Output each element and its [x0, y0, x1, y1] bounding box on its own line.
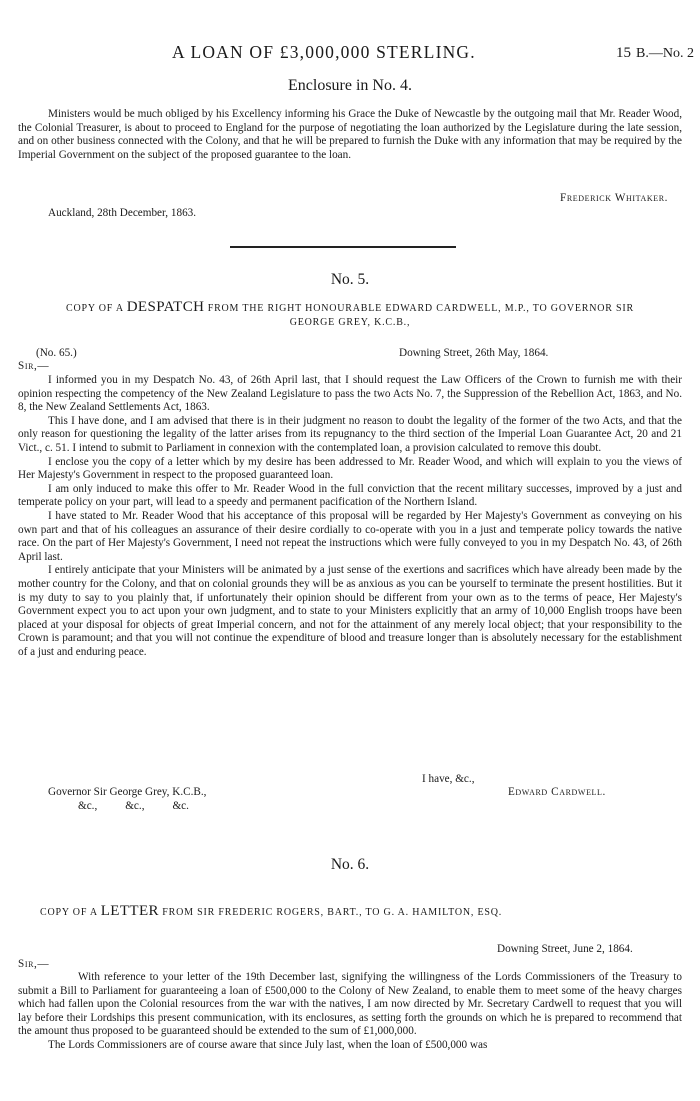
no5-paragraph: I entirely anticipate that your Ministers will be animated by a just sense of the exertions and sacrifices which have already been made by the mother country for the Colony, and that on colonial grounds they will be as anxious as you can be yourself to terminate the present hostilities. But it is my duty to say to you plainly that, if unfortunately their opinion should be different from your own as to the terms of peace, Her Majesty's Government expect you to act upon your own judgment, and to state to your Ministers explicitly that an army of 10,000 English troops have been placed at your disposal for objects of great Imperial concern, and not for the attainment of any merely local object; that your responsibility to the Crown is paramount; and that you will not continue the expenditure of blood and treasure longer than is absolutely necessary for the establishment of a just and enduring peace. [18, 564, 682, 658]
document-reference: B.—No. 2 [636, 46, 694, 61]
no6-location-date: Downing Street, June 2, 1864. [497, 943, 633, 955]
no5-title [14, 300, 686, 330]
no5-salutation: Sir,— [18, 360, 50, 372]
no5-addressee: Governor Sir George Grey, K.C.B., [48, 786, 207, 798]
page-title: A LOAN OF £3,000,000 STERLING. [172, 42, 476, 62]
section-divider [230, 246, 456, 248]
running-header [0, 42, 700, 66]
no6-body [18, 971, 682, 1053]
no5-title-prefix: COPY OF A [65, 303, 124, 314]
no6-paragraph: The Lords Commissioners are of course aware that since July last, when the loan of £500,000 was [48, 1038, 488, 1051]
no6-title-big: LETTER [100, 903, 159, 919]
no5-heading: No. 5. [330, 271, 370, 288]
no5-title-big: DESPATCH [126, 299, 205, 315]
no5-signature: Edward Cardwell. [508, 786, 606, 798]
no5-closing: I have, &c., [422, 773, 475, 785]
enclosure-body [18, 108, 682, 162]
no5-paragraph: I have stated to Mr. Reader Wood that his acceptance of this proposal will be regarded by Her Majesty's Government as conveying on his own part and that of his colleagues an assurance of their desire cordially to co-operate with you in a just and temperate policy towards the native race. On the part of Her Majesty's Government, I need not repeat the instructions which were fully conveyed to you in my Despatch No. 43, of 26th April last. [18, 509, 682, 563]
no6-salutation: Sir,— [18, 958, 50, 970]
no5-title-rest-2: GEORGE GREY, K.C.B., [289, 317, 411, 328]
enclosure-paragraph: Ministers would be much obliged by his Excellency informing his Grace the Duke of Newcastle by the outgoing mail that Mr. Reader Wood, the Colonial Treasurer, is about to proceed to England for the purpose of negotiating the loan authorized by the Legislature during the late session, and on other business connected with the Colony, and that he will be prepared to furnish the Duke with any information that may be required by the Imperial Government on the subject of the proposed guarantee to the loan. [18, 108, 682, 161]
enclosure-heading: Enclosure in No. 4. [288, 77, 412, 94]
no5-body [18, 374, 682, 659]
no5-paragraph: This I have done, and I am advised that there is in their judgment no reason to doubt the legality of the former of the two Acts, and that the only reason for questioning the legality of the latter arises from its repugnancy to the third section of the Imperial Loan Guarantee Act, 20 and 21 Vict., c. 51. I intend to submit to Parliament in connexion with the contemplated loan, a provision calculated to remove this doubt. [18, 414, 682, 454]
enclosure-signature: Frederick Whitaker. [560, 192, 669, 204]
enclosure-place-date: Auckland, 28th December, 1863. [48, 207, 197, 219]
no6-heading: No. 6. [330, 856, 370, 873]
no5-etc: &c., &c., &c. [78, 800, 189, 812]
no6-title-prefix: COPY OF A [40, 907, 98, 918]
no5-paragraph: I enclose you the copy of a letter which by my desire has been addressed to Mr. Reader Wood, and which will explain to you the views of Her Majesty's Government in respect to the proposed guaranteed loan. [18, 455, 682, 482]
no5-title-rest-1: FROM THE RIGHT HONOURABLE EDWARD CARDWELL, M.P., TO GOVERNOR SIR [207, 303, 635, 314]
no6-paragraph: With reference to your letter of the 19th December last, signifying the willingness of the Lords Commissioners of the Treasury to submit a Bill to Parliament for guaranteeing a loan of £500,000 to the Colony of New Zealand, to enable them to meet some of the heavy charges which had fallen upon the Colonial resources from the war with the natives, I am now directed by Mr. Secretary Cardwell to request that you will lay before their Lordships this present communication, with its enclosures, as setting forth the grounds on which he is prepared to recommend that the amount thus proposed to be guaranteed should be extended to the sum of £1,000,000. [18, 971, 682, 1038]
page-number: 15 [616, 45, 631, 61]
no5-number: (No. 65.) [36, 347, 77, 359]
no5-location-date: Downing Street, 26th May, 1864. [399, 347, 549, 359]
no6-title [40, 904, 660, 920]
no6-title-rest: FROM SIR FREDERIC ROGERS, BART., TO G. A. HAMILTON, ESQ. [162, 907, 503, 918]
no5-paragraph: I informed you in my Despatch No. 43, of 26th April last, that I should request the Law Officers of the Crown to furnish me with their opinion respecting the competency of the New Zealand Legislature to pass the two Acts No. 7, the Suppression of the Rebellion Act, 1863, and No. 8, the New Zealand Settlements Act, 1863. [18, 374, 682, 414]
no5-paragraph: I am only induced to make this offer to Mr. Reader Wood in the full conviction that the recent military successes, improved by a just and temperate policy on your part, will lead to a speedy and permanent pacification of the Northern Island. [18, 482, 682, 509]
